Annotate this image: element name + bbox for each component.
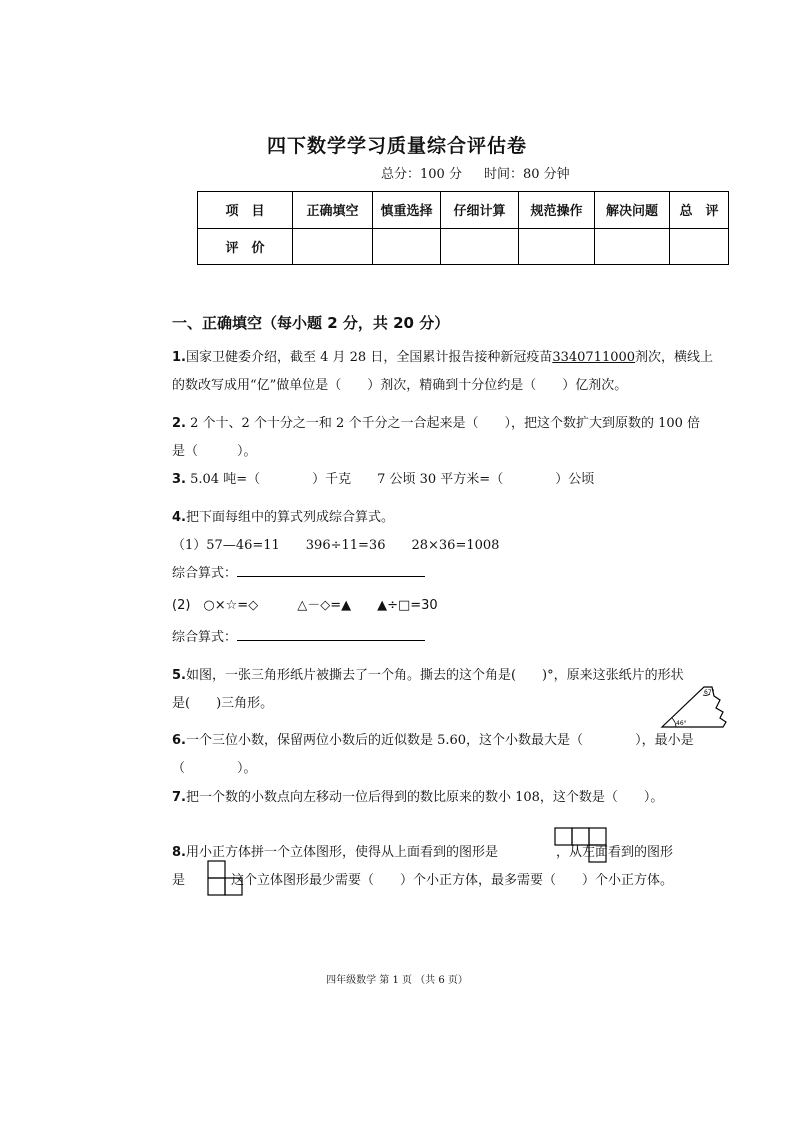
left-view-figure [206, 860, 246, 896]
score-table [197, 191, 729, 265]
question-1-line-1: 1.国家卫健委介绍，截至 4 月 28 日，全国累计报告接种新冠疫苗3340711000剂次，横线上 [172, 350, 714, 365]
section-title: 一、正确填空（每小题 2 分，共 20 分） [172, 314, 450, 332]
question-1-line-2: 的数改写成用“亿”做单位是（ ）剂次，精确到十分位约是（ ）亿剂次。 [172, 378, 628, 393]
question-6-line-1: 6.一个三位小数，保留两位小数后的近似数是 5.60，这个小数最大是（ ），最小是 [172, 733, 694, 748]
question-4-answer-1: 综合算式： [172, 562, 425, 581]
page-title: 四下数学学习质量综合评估卷 [266, 135, 527, 157]
question-8-line-1: 8.用小正方体拼一个立体图形，使得从上面看到的图形是 ，从左面看到的图形 [172, 845, 674, 860]
question-7: 7.把一个数的小数点向左移动一位后得到的数比原来的数小 108，这个数是（ ）。 [172, 790, 664, 805]
eval-cell[interactable] [441, 228, 519, 265]
question-4-group-2: (2) ○×☆=◇ △－◇=▲ ▲÷□=30 [172, 598, 438, 613]
header-cell-operate: 规范操作 [519, 192, 595, 229]
header-cell-total: 总 评 [670, 192, 729, 229]
eval-cell[interactable] [373, 228, 441, 265]
total-score: 总分：100 分 [381, 167, 462, 182]
question-5-line-2: 是( )三角形。 [172, 696, 274, 711]
question-4: 4.把下面每组中的算式列成综合算式。 [172, 510, 394, 525]
top-view-figure [554, 827, 610, 865]
header-cell-calc: 仔细计算 [441, 192, 519, 229]
question-6-line-2: （ ）。 [172, 761, 257, 776]
question-2-line-2: 是（ ）。 [172, 444, 257, 459]
answer-line[interactable] [237, 628, 425, 641]
header-cell-item: 项 目 [198, 192, 293, 229]
angle-label-top: 67° [704, 689, 715, 696]
eval-cell[interactable] [519, 228, 595, 265]
page-footer: 四年级数学 第 1 页 （共 6 页） [326, 975, 468, 986]
question-8-line-2: 是 这个立体图形最少需要（ ）个小正方体，最多需要（ ）个小正方体。 [172, 873, 674, 888]
exam-time: 时间：80 分钟 [483, 167, 570, 182]
question-4-answer-2: 综合算式： [172, 626, 425, 645]
header-cell-solve: 解决问题 [595, 192, 670, 229]
eval-cell[interactable] [293, 228, 373, 265]
underlined-number: 3340711000 [552, 350, 636, 365]
header-cell-fill: 正确填空 [293, 192, 373, 229]
angle-label-left: 46° [676, 720, 687, 727]
exam-info [381, 163, 570, 182]
eval-cell[interactable] [595, 228, 670, 265]
question-4-group-1: （1）57—46=11 396÷11=36 28×36=1008 [172, 538, 500, 553]
row-label-eval: 评 价 [198, 228, 293, 265]
eval-cell[interactable] [670, 228, 729, 265]
score-table-eval-row [198, 228, 729, 265]
score-table-header-row [198, 192, 729, 229]
torn-triangle-figure [660, 682, 730, 732]
header-cell-choice: 慎重选择 [373, 192, 441, 229]
question-2-line-1: 2. 2 个十、2 个十分之一和 2 个千分之一合起来是（ ），把这个数扩大到原数的 100 倍 [172, 416, 701, 431]
answer-line[interactable] [237, 564, 425, 577]
question-3: 3. 5.04 吨=（ ）千克 7 公顷 30 平方米=（ ）公顷 [172, 472, 595, 487]
question-5-line-1: 5.如图，一张三角形纸片被撕去了一个角。撕去的这个角是( )°，原来这张纸片的形状 [172, 668, 684, 683]
